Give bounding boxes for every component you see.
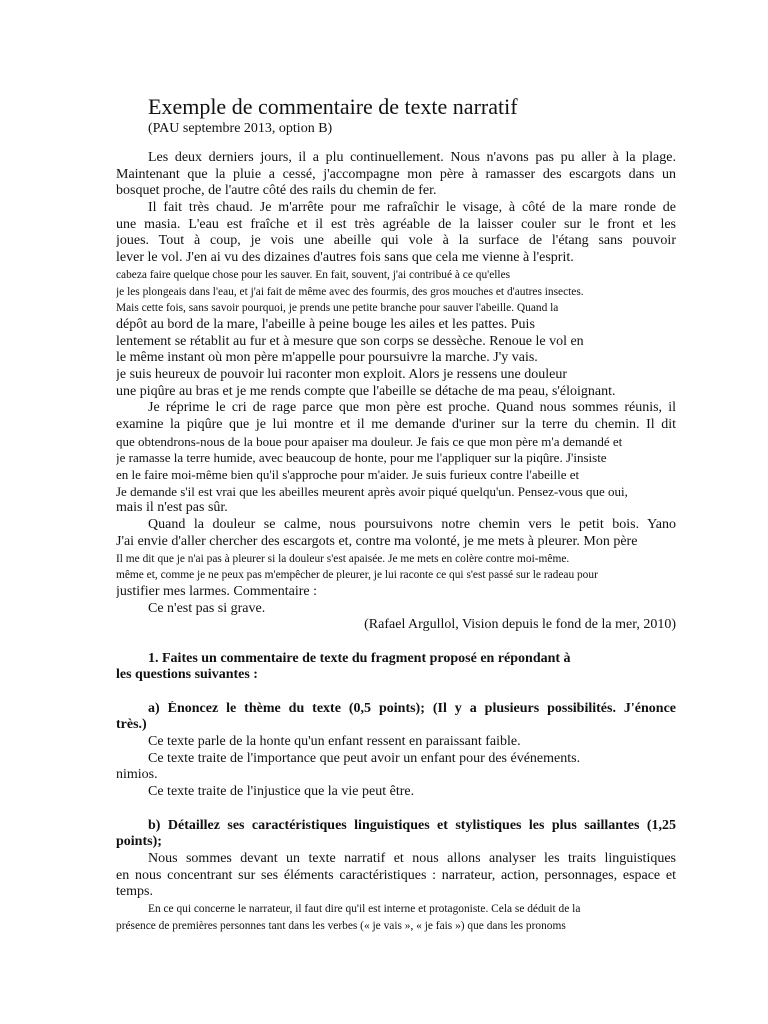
text-line: dépôt au bord de la mare, l'abeille à peine bouge les ailes et les pattes. Puis: [116, 316, 535, 332]
part-a-heading: très.): [116, 717, 147, 733]
answer-line: Ce texte traite de l'injustice que la vie peut être.: [148, 784, 415, 800]
text-line: même et, comme je ne peux pas m'empêcher de pleurer, je lui raconte ce qui s'est passé sur le radeau pour: [116, 569, 598, 582]
document-page: [116, 0, 676, 1024]
text-line: joues. Tout à coup, je vois une abeille qui vole à la surface de l'étang sans pouvoir: [116, 233, 676, 249]
text-line: Je réprime le cri de rage parce que mon père est proche. Quand nous sommes réunis, il: [148, 400, 676, 416]
text-line: mais il n'est pas sûr.: [116, 500, 228, 516]
text-line: Quand la douleur se calme, nous poursuivons notre chemin vers le petit bois. Yano: [148, 517, 676, 533]
question-heading: 1. Faites un commentaire de texte du fragment proposé en répondant à: [148, 650, 571, 666]
text-line: Mais cette fois, sans savoir pourquoi, je prends une petite branche pour sauver l'abeille. Quand la: [116, 302, 559, 315]
answer-line: nimios.: [116, 767, 158, 783]
text-line: je suis heureux de pouvoir lui raconter mon exploit. Alors je ressens une douleur: [116, 366, 568, 382]
text-line: justifier mes larmes. Commentaire :: [116, 583, 318, 599]
answer-line: Ce texte traite de l'importance que peut avoir un enfant pour des événements.: [148, 750, 581, 766]
text-line: je les plongeais dans l'eau, et j'ai fait de même avec des fourmis, des gros mouches et d'autres insectes.: [116, 285, 584, 298]
text-line: que obtendrons-nous de la boue pour apaiser ma douleur. Je fais ce que mon père m'a demandé et: [116, 433, 623, 449]
citation: (Rafael Argullol, Vision depuis le fond de la mer, 2010): [364, 617, 676, 633]
text-line: une piqûre au bras et je me rends compte que l'abeille se détache de ma peau, s'éloignant.: [116, 383, 616, 399]
text-line: J'ai envie d'aller chercher des escargots et, contre ma volonté, je me mets à pleurer. Mon père: [116, 533, 638, 549]
part-b-heading: b) Détaillez ses caractéristiques linguistiques et stylistiques les plus saillantes (1,25: [148, 817, 676, 833]
text-line: une masia. L'eau est fraîche et il est très agréable de la laisser couler sur le front et les: [116, 216, 676, 232]
text-line: En ce qui concerne le narrateur, il faut dire qu'il est interne et protagoniste. Cela se déduit de la: [148, 902, 581, 915]
text-line: cabeza faire quelque chose pour les sauver. En fait, souvent, j'ai contribué à ce qu'elles: [116, 268, 511, 281]
text-line: Ce n'est pas si grave.: [148, 600, 266, 616]
text-line: le même instant où mon père m'appelle pour poursuivre la marche. J'y vais.: [116, 350, 538, 366]
text-line: Maintenant que la pluie a cessé, j'accompagne mon père à ramasser des escargots dans un: [116, 166, 676, 182]
document-body: [116, 150, 676, 934]
text-line: Les deux derniers jours, il a plu continuellement. Nous n'avons pas pu aller à la plage.: [148, 150, 676, 165]
document-subtitle: (PAU septembre 2013, option B): [148, 121, 333, 136]
spacer: [116, 684, 676, 701]
part-b-heading: points);: [116, 834, 162, 850]
question-heading: les questions suivantes :: [116, 667, 258, 683]
part-a-heading: a) Énoncez le thème du texte (0,5 points); (Il y a plusieurs possibilités. J'énonce: [148, 700, 676, 716]
text-line: Il me dit que je n'ai pas à pleurer si la douleur s'est apaisée. Je me mets en colère contre moi-même.: [116, 552, 570, 565]
document-title: Exemple de commentaire de texte narratif: [148, 94, 518, 119]
text-line: temps.: [116, 884, 153, 900]
text-line: bosquet proche, de l'autre côté des rails du chemin de fer.: [116, 183, 437, 199]
spacer: [116, 801, 676, 818]
text-line: Je demande s'il est vrai que les abeilles meurent après avoir piqué quelqu'un. Pensez-vous que oui,: [116, 483, 628, 499]
text-line: en nous concentrant sur ses éléments caractéristiques : narrateur, action, personnages, espace et: [116, 867, 676, 883]
spacer: [116, 634, 676, 651]
text-line: présence de premières personnes tant dans les verbes (« je vais », « je fais ») que dans les pronoms: [116, 919, 566, 932]
text-line: Nous sommes devant un texte narratif et nous allons analyser les traits linguistiques: [148, 850, 676, 866]
text-line: lever le vol. J'en ai vu des dizaines d'autres fois sans que cela me vienne à l'esprit.: [116, 250, 574, 266]
text-line: en le faire moi-même bien qu'il s'approche pour m'aider. Je suis furieux contre l'abeille et: [116, 467, 580, 483]
text-line: lentement se rétablit au fur et à mesure que son corps se dessèche. Renoue le vol en: [116, 333, 584, 349]
text-line: Il fait très chaud. Je m'arrête pour me rafraîchir le visage, à côté de la mare ronde de: [148, 200, 676, 216]
text-line: je ramasse la terre humide, avec beaucoup de honte, pour me l'appliquer sur la piqûre. J'insiste: [116, 450, 607, 466]
text-line: examine la piqûre que je lui montre et il me demande d'uriner sur la terre du chemin. Il dit: [116, 417, 676, 432]
answer-line: Ce texte parle de la honte qu'un enfant ressent en paraissant faible.: [148, 734, 521, 750]
